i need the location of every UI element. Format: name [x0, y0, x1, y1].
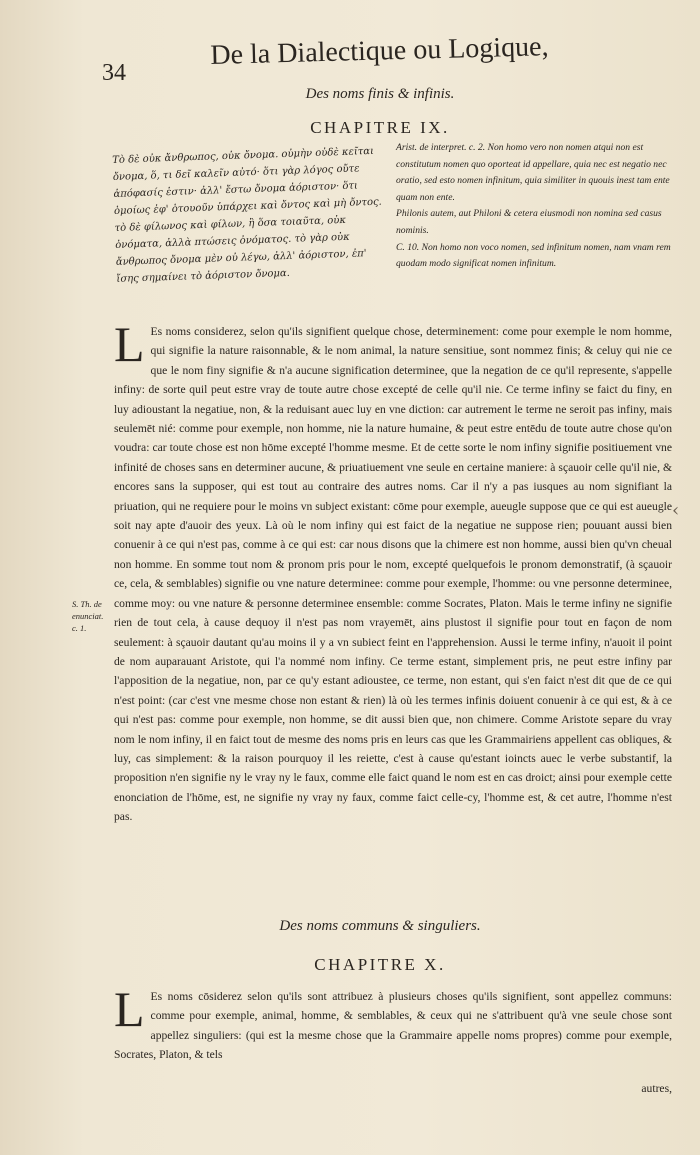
- margin-note-line: c. 1.: [72, 623, 87, 633]
- margin-note: [72, 598, 116, 634]
- chapter-x-body: [114, 981, 672, 1065]
- page-number: 34: [102, 60, 126, 86]
- paragraph-text: Es noms considerez, selon qu'ils signifient quelque chose, determinement: come pour exemple le nom homme, qui signifie la nature raisonnable, & le nom animal, la nature sensitiue, sont nommez finis; & celuy qui nie ce que le nom finy signifie & n'a aucune signification determinee, que la negation de ce qu'il represente, s'appelle infiny: de sorte quil peut estre vray de toute autre chose excepté de celle qu'il nie. Ce terme infiny se faict du finy, en luy adioustant la negatiue, non, & la reduisant auec luy en vne diction: car autrement le terme ne seroit pas infiny, mais seulemēt nié: comme pour exemple, non homme, nie la nature humaine, & peut estre entēdu de toute autre chose qu'on voudra: car toute chose est non hōme excepté l'homme mesme. Et de cette sorte le nom infiny signifie positiuement vne infinité de choses sans en determiner aucune, & priuatiuement vne seule en certaine maniere: à sçauoir celle qu'il nie, & encores sans la supposer, qui est tout au contraire des autres noms. Car il n'y a pas iusques au nom signifiant la priuation, qui ne requiere pour le moins vn subject existant: cōme pour exemple, aueugle suppose que ce qui est aueugle soit nay apte d'auoir des yeux. Là où le nom infiny qui est faict de la negatiue ne suppose rien; pouuant aussi bien conuenir à ce qui n'est pas, comme à ce qui est: car nous disons que la chimere est non homme, aussi bien qu'vn cheual non homme. En somme tout nom & pronom pris pour le nom, excepté quelquefois le pronom demonstratif, (à sçauoir ce, cela, & semblables) signifie ou vne nature determinee: comme pour exemple, l'homme: ou vne personne determinee, comme moy: ou vne nature & personne determinee ensemble: comme Socrates, Platon. Mais le terme infiny ne signifie rien de tout cela, à cause dequoy il n'est pas nom vrayemēt, ains plustost il signifie pour tout en façon de nom seulement: à sçauoir dautant qu'au moins il y a vn subiect feint en l'apprehension. Aussi le terme infiny, n'auoit il point de nom auparauant Aristote, qui l'a nommé nom infiny. Ce terme estant, simplement pris, ne peut estre infiny par l'apposition de la negatiue, non, par ce qu'y estant adioustee, ce terme, non estant, qui s'en faict n'est dit que de ce qui n'est point: (car c'est vne mesme chose non estant & rien) là où les termes infinis doiuent conuenir à ce qui est, & à ce qui n'est pas: comme pour exemple, non homme, se dit aussi bien que, non chimere. Comme Aristote separe du vray nom le nom infiny, il en faict tout de mesme des noms pris en leurs cas que les Grammairiens appellent cas obliques, & luy, cas simplement: & la raison pourquoy il les reiette, c'est à cause qu'estant ioincts auec le verbe substantif, la proposition n'en signifie ny le vray ny le faux, comme elle faict quand le nom est en cas droict; ainsi pour exemple cette enonciation de l'hōme, est, ne signifie ny vray ny faux, comme faict celle-cy, l'homme est, & cet autre, l'homme n'est pas.: [114, 325, 672, 824]
- chapter-heading-x: CHAPITRE X.: [314, 955, 446, 974]
- section-title-finite-infinite: Des noms finis & infinis.: [305, 86, 455, 102]
- margin-mark: ‹: [672, 500, 680, 521]
- catchword: autres,: [641, 1082, 672, 1095]
- latin-text: Philonis autem, aut Philoni & cetera eiusmodi non nomina sed casus nominis.: [396, 208, 662, 236]
- latin-translation: [396, 140, 688, 273]
- latin-text: Non homo non voco nomen, sed infinitum nomen, nam vnam rem quodam modo significat nomen infinitum.: [396, 241, 671, 270]
- latin-text: Non homo vero non nomen atqui non est constitutum nomen quo oporteat id appellare, quia nec est negatio nec oratio, sed esto nomen infinitum, quia similiter in quouis inest tam ente quam non ente.: [396, 142, 670, 203]
- latin-reference: C. 10.: [396, 241, 420, 253]
- section-title-common-singular: Des noms communs & singuliers.: [279, 918, 481, 934]
- latin-reference: Arist. de interpret. c. 2.: [396, 142, 486, 153]
- drop-cap: L: [114, 316, 145, 372]
- greek-quotation: Τὸ δὲ οὐκ ἄνθρωπος, οὐκ ὄνομα. οὐμὴν οὐδὲ κεῖται ὄνομα, ὅ, τι δεῖ καλεῖν αὐτό· ὅτι γὰρ λόγος οὔτε ἀπόφασίς ἐστιν· ἀλλ' ἔστω ὄνομα ἀόριστον· ὅτι ὁμοίως ἐφ' ὁτουοῦν ὑπάρχει καὶ ὄντος καὶ μὴ ὄντος. τὸ δὲ φίλωνος καὶ φίλων, ἢ ὅσα τοιαῦτα, οὐκ ὀνόματα, ἀλλὰ πτώσεις ὀνόματος. τὸ γὰρ οὐκ ἄνθρωπος ὄνομα μὲν οὐ λέγω, ἀλλ' ἀόριστον, ἐπ' ἴσης σημαίνει τὸ ἀόριστον ὄνομα.: [112, 145, 382, 285]
- margin-note-line: S. Th. de: [72, 599, 102, 609]
- margin-note-line: enunciat.: [72, 611, 104, 621]
- chapter-heading-ix: CHAPITRE IX.: [310, 118, 450, 137]
- chapter-ix-body: [114, 316, 672, 827]
- running-title: De la Dialectique ou Logique,: [210, 31, 549, 71]
- paragraph-text: Es noms cōsiderez selon qu'ils sont attribuez à plusieurs choses qu'ils signifient, sont appellez communs: comme pour exemple, animal, homme, & semblables, & ceux qui ne s'attribuent qu'à vne seule chose sont appellez singuliers: (qui est la mesme chose que la Grammaire appelle noms propres) comme pour exemple, Socrates, Platon, & tels: [114, 990, 672, 1062]
- drop-cap: L: [114, 981, 145, 1037]
